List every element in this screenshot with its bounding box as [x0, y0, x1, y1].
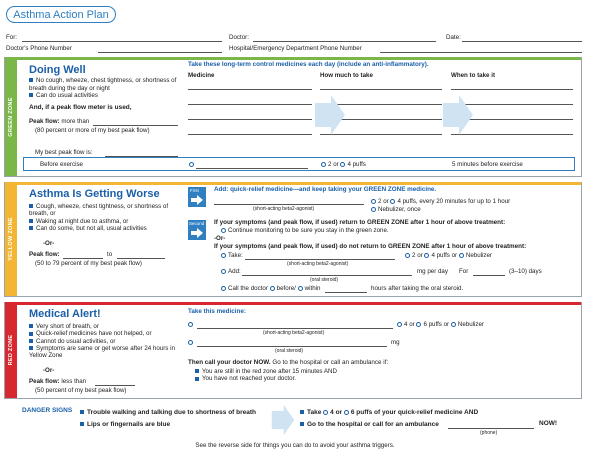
yellow-before-check[interactable]	[270, 286, 275, 291]
red-call-now-rest: Go to the hospital or call an ambulance if:	[272, 359, 389, 366]
yellow-symptom-2: Waking at night due to asthma, or	[29, 218, 179, 225]
yellow-take-beta: (short-acting beta2-agonist)	[287, 261, 349, 267]
green-zone	[4, 57, 582, 177]
yellow-add-mg: mg per day	[417, 268, 448, 275]
green-peak-note: (80 percent or more of my best peak flow)	[35, 127, 150, 134]
exercise-med-check[interactable]	[189, 162, 194, 167]
doctor-label: Doctor:	[229, 34, 249, 41]
red-instruction: Take this medicine:	[188, 308, 246, 315]
yellow-take-2-check[interactable]	[405, 253, 410, 258]
red-oral-steroid: (oral steroid)	[275, 348, 304, 354]
yellow-or: -Or-	[43, 240, 55, 247]
red-4-check[interactable]	[397, 322, 402, 327]
danger-sign-2: Lips or fingernails are blue	[80, 419, 256, 431]
red-symptom-1: Very short of breath, or	[29, 323, 179, 330]
doctor-field[interactable]	[253, 41, 436, 42]
green-arrow-1-icon	[315, 95, 345, 135]
red-zone-bar: RED ZONE	[5, 302, 17, 398]
footer-note: See the reverse side for things you can do to avoid your asthma triggers.	[195, 442, 395, 449]
exercise-2-check[interactable]	[321, 162, 326, 167]
danger-now: NOW!	[539, 420, 558, 427]
green-peak-label: Peak flow:	[29, 118, 60, 125]
for-field[interactable]	[22, 41, 222, 42]
yellow-oral-steroid: (oral steroid)	[310, 277, 339, 283]
before-exercise-row: Before exercise 2 or 4 puffs 5 minutes before exercise	[23, 157, 575, 171]
green-arrow-2-icon	[443, 95, 473, 135]
yellow-first-2-check[interactable]	[371, 199, 376, 204]
red-condition-2: You have not reached your doctor.	[195, 375, 337, 382]
doctor-phone-label: Doctor's Phone Number	[6, 45, 72, 52]
hospital-phone-label: Hospital/Emergency Department Phone Number	[229, 45, 362, 52]
yellow-beta-label: (short-acting beta2-agonist)	[253, 206, 315, 212]
yellow-second-or: -Or-	[214, 235, 226, 242]
red-beta-label: (short-acting beta2-agonist)	[263, 330, 325, 336]
red-symptom-3: Cannot do usual activities, or	[29, 338, 179, 345]
green-zone-bar: GREEN ZONE	[5, 57, 17, 176]
yellow-add-days: (3–10) days	[509, 268, 542, 275]
yellow-days-field[interactable]	[473, 275, 505, 276]
yellow-take-check[interactable]	[221, 253, 226, 258]
green-instruction: Take these long-term control medicines each day (include an anti-inflammatory).	[188, 61, 429, 68]
yellow-first-neb-check[interactable]	[371, 207, 376, 212]
red-heading: Medical Alert!	[29, 308, 101, 320]
for-label: For:	[6, 34, 18, 41]
red-symptom-2: Quick-relief medicines have not helped, or	[29, 330, 179, 337]
green-col-medicine: Medicine	[188, 72, 215, 79]
yellow-symptom-3: Can do some, but not all, usual activities	[29, 225, 179, 232]
red-call-now: Then call your doctor NOW.	[188, 359, 271, 366]
green-heading: Doing Well	[29, 64, 86, 76]
exercise-med-field[interactable]	[196, 168, 308, 169]
exercise-when: 5 minutes before exercise	[452, 161, 523, 168]
danger-sign-1: Trouble walking and talking due to shortness of breath	[80, 407, 256, 419]
red-peak-note: (50 percent of my best peak flow)	[35, 387, 127, 394]
green-and-if: And, if a peak flow meter is used,	[29, 104, 132, 111]
danger-phone-label: (phone)	[480, 430, 498, 436]
green-symptom-1: No cough, wheeze, chest tightness, or shortness of breath during the day or night	[29, 77, 177, 92]
yellow-second-instruction-2: If your symptoms (and peak flow, if used) do not return to GREEN ZONE after 1 hour of above treatment:	[214, 243, 527, 250]
yellow-call-text-2: hours after taking the oral steroid.	[371, 285, 464, 292]
green-peak-field[interactable]	[93, 125, 178, 126]
yellow-within-check[interactable]	[298, 286, 303, 291]
yellow-call-check[interactable]	[221, 286, 226, 291]
red-less-than: less than	[61, 378, 87, 385]
danger-phone-field[interactable]	[448, 428, 534, 429]
red-condition-1: You are still in the red zone after 15 minutes AND	[195, 368, 337, 375]
red-symptom-4: Symptoms are same or get worse after 24 hours in Yellow Zone	[29, 344, 175, 360]
yellow-second-instruction-1: If your symptoms (and peak flow, if used) return to GREEN ZONE after 1 hour of above treatment:	[214, 219, 506, 226]
yellow-peak-to-field[interactable]	[117, 258, 165, 259]
yellow-first-med-field[interactable]	[214, 204, 364, 205]
yellow-heading: Asthma Is Getting Worse	[29, 188, 160, 200]
yellow-add-for: For	[459, 268, 469, 275]
yellow-peak-note: (50 to 79 percent of my best peak flow)	[35, 260, 142, 267]
green-col-when: When to take it	[451, 72, 496, 79]
yellow-zone-bar: YELLOW ZONE	[5, 182, 17, 296]
red-med-field[interactable]	[197, 328, 393, 329]
yellow-peak-to: to	[107, 251, 113, 258]
yellow-peak-from[interactable]	[63, 258, 103, 259]
danger-action-1: Take 4 or 6 puffs of your quick-relief medicine AND	[300, 407, 478, 419]
yellow-add-field[interactable]	[242, 275, 412, 276]
yellow-symptom-1: Cough, wheeze, chest tightness, or shortness of breath, or	[29, 203, 169, 218]
green-best-label: My best peak flow is:	[35, 149, 93, 156]
yellow-take-field[interactable]	[245, 259, 395, 260]
danger-arrow-icon	[270, 405, 296, 435]
red-peak-field[interactable]	[95, 385, 135, 386]
plan-title: Asthma Action Plan	[6, 6, 116, 23]
yellow-first-instruction: Add: quick-relief medicine—and keep taking your GREEN ZONE medicine.	[214, 186, 437, 193]
second-badge: Second	[188, 220, 206, 240]
red-zone: RED ZONE Medical Alert! Very short of breath, or Quick-relief medicines have not helped, or Cannot do usual activities, or Symptoms are same or get worse after 24 hours in Yellow Zone -Or- Peak flow: less than (50 percent of my best peak flow) Take this medicine: (short-acting beta2-agonist) 4 or 6 puffs or Nebulizer mg (oral steroid) Then call your doctor NOW. Go to the hospital or call an ambulance if: You are still in the red zone after 15 minutes AND You have not reached your doctor.	[4, 302, 582, 399]
before-exercise-label: Before exercise	[40, 161, 83, 168]
yellow-take-neb-check[interactable]	[459, 253, 464, 258]
green-symptom-2: Can do usual activities	[29, 92, 179, 100]
red-neb-check[interactable]	[451, 322, 456, 327]
red-peak-label: Peak flow:	[29, 378, 60, 385]
hospital-phone-field[interactable]	[380, 52, 582, 53]
yellow-add-check[interactable]	[221, 269, 226, 274]
yellow-zone: YELLOW ZONE Asthma Is Getting Worse Cough, wheeze, chest tightness, or shortness of breath, or Waking at night due to asthma, or Can do some, but not all, usual activities -Or- Peak flow: to (50 to 79 percent of my best peak flow) First Add: quick-relief medicine—and keep taking your GREEN ZONE medicine. (short-acting beta2-agonist) 2 or 4 puffs, every 20 minutes for up to 1 hour Nebulizer, once Second If your symptoms (and peak flow, if used) return to GREEN ZONE after 1 hour of above treatment: Continue monitoring to be sure you stay in the green zone. -Or- If your symptoms (and peak flow, if used) do not return to GREEN ZONE after 1 hour of above treatment: Take: (short-acting beta2-agonist) 2 or 4 puffs or Nebulizer Add: (oral steroid) mg per day For (3–10) days Call the doctor before/ within hours after taking the oral steroid.	[4, 182, 582, 297]
red-steroid-field[interactable]	[197, 346, 387, 347]
yellow-first-4-check[interactable]	[390, 199, 395, 204]
danger-action-2: Go to the hospital or call for an ambulance	[300, 419, 478, 431]
red-mg: mg	[391, 339, 400, 346]
date-field[interactable]	[462, 41, 582, 42]
danger-label: DANGER SIGNS	[22, 407, 73, 414]
yellow-peak-label: Peak flow:	[29, 251, 60, 258]
red-6-check[interactable]	[416, 322, 421, 327]
yellow-take-4-check[interactable]	[424, 253, 429, 258]
green-more-than: more than	[61, 118, 90, 125]
red-steroid-check[interactable]	[188, 340, 193, 345]
red-med-check[interactable]	[188, 322, 193, 327]
yellow-hours-field[interactable]	[325, 292, 367, 293]
first-badge: First	[188, 187, 206, 207]
green-col-howmuch: How much to take	[320, 72, 373, 79]
exercise-4-check[interactable]	[340, 162, 345, 167]
date-label: Date:	[446, 34, 461, 41]
doctor-phone-field[interactable]	[98, 52, 222, 53]
red-or: -Or-	[43, 367, 55, 374]
yellow-continue-check[interactable]	[221, 228, 226, 233]
